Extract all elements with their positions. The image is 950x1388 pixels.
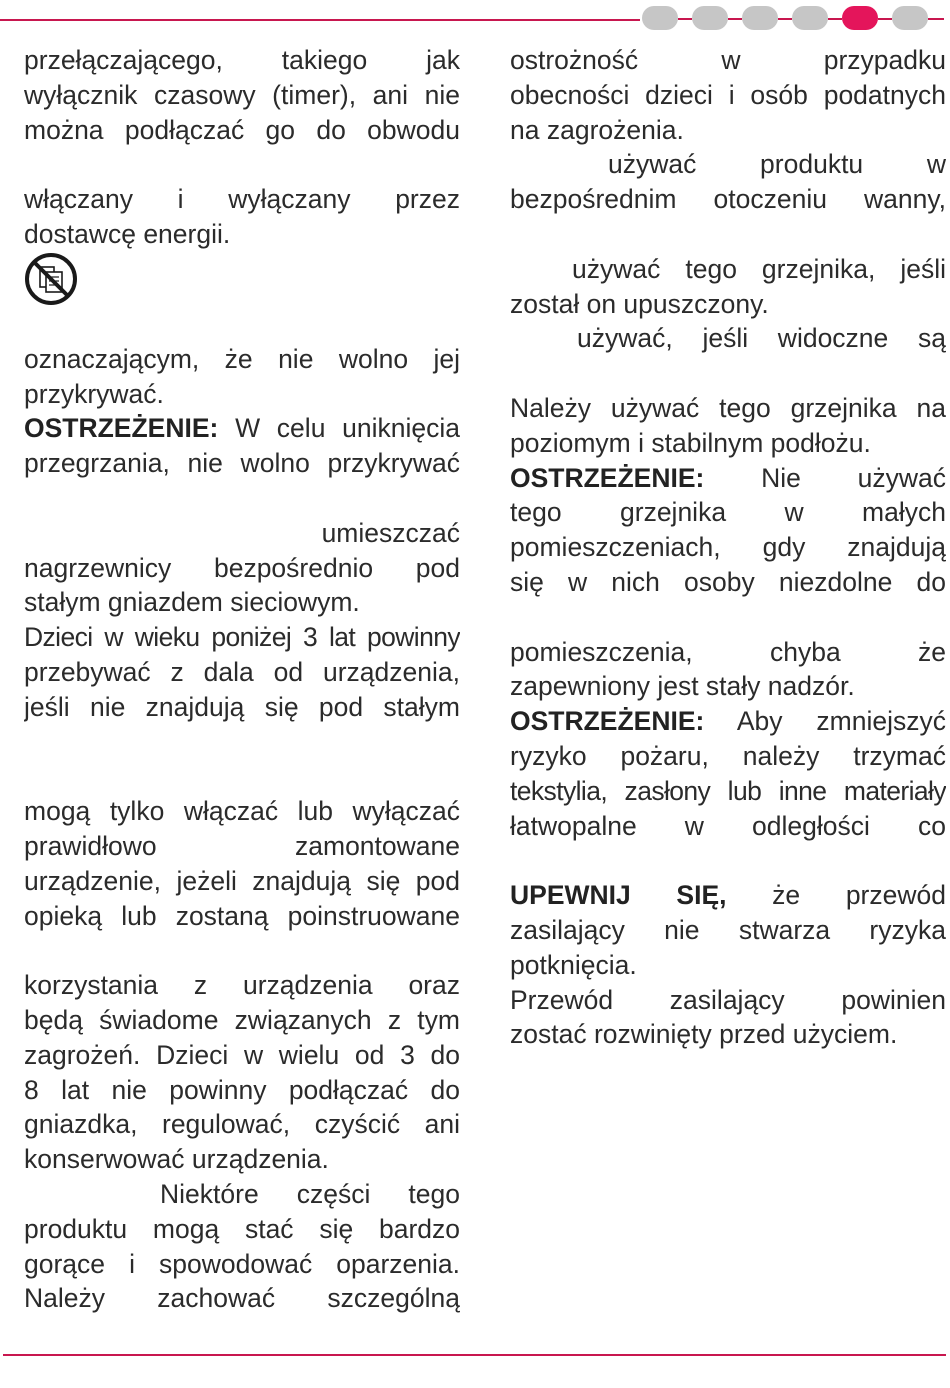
- text-line: Należy zachować szczególną: [24, 1283, 460, 1314]
- page-dot: [792, 6, 828, 30]
- text-line: opieką lub zostaną poinstruowane: [24, 900, 460, 931]
- text-line: stałym gniazdem sieciowym.: [24, 587, 360, 618]
- text-line: zapewniony jest stały nadzór.: [510, 671, 855, 702]
- text-line: Przewód zasilający powinien: [510, 984, 946, 1015]
- page-indicator: [638, 6, 950, 32]
- text-line: przebywać z dala od urządzenia,: [24, 656, 460, 687]
- text-line: używać tego grzejnika, jeśli: [572, 253, 946, 284]
- warning-line: [510, 704, 946, 739]
- text-line: poziomym i stabilnym podłożu.: [510, 427, 871, 458]
- text-line: ostrożność w przypadku: [510, 45, 946, 75]
- top-rule: [0, 19, 640, 21]
- text-line: 8 lat nie powinny podłączać do: [24, 1074, 460, 1105]
- do-not-cover-icon: [24, 252, 78, 306]
- text-line: obecności dzieci i osób podatnych: [510, 79, 946, 110]
- text-line: wyłącznik czasowy (timer), ani nie: [24, 79, 460, 110]
- text-line: prawidłowo zamontowane: [24, 830, 460, 861]
- page-dot: [692, 6, 728, 30]
- text-line: ryzyko pożaru, należy trzymać: [510, 740, 946, 771]
- text-line: Dzieci w wieku poniżej 3 lat powinny: [24, 622, 460, 653]
- warning-line: [24, 411, 460, 446]
- text-line: tego grzejnika w małych: [510, 497, 946, 528]
- warning-label: OSTRZEŻENIE:: [510, 462, 705, 493]
- text-fragment: Aby zmniejszyć: [736, 706, 946, 737]
- dot-connector: [878, 18, 892, 20]
- text-line: zagrożeń. Dzieci w wielu od 3 do: [24, 1039, 460, 1070]
- text-line: pomieszczenia, chyba że: [510, 636, 946, 667]
- text-line: gniazdka, regulować, czyścić ani: [24, 1109, 460, 1140]
- dot-connector: [778, 18, 792, 20]
- text-line: Należy używać tego grzejnika na: [510, 392, 946, 423]
- text-line: tekstylia, zasłony lub inne materiały: [510, 775, 946, 806]
- text-line: umieszczać: [321, 517, 460, 548]
- text-line: korzystania z urządzenia oraz: [24, 970, 460, 1001]
- text-line: na zagrożenia.: [510, 114, 684, 145]
- text-fragment: że przewód: [772, 880, 946, 911]
- text-line: zostać rozwinięty przed użyciem.: [510, 1019, 898, 1050]
- text-line: został on upuszczony.: [510, 288, 769, 319]
- page-dot: [892, 6, 928, 30]
- page-dot: [642, 6, 678, 30]
- text-line: zasilający nie stwarza ryzyka: [510, 914, 946, 945]
- right-column: [510, 43, 946, 1052]
- text-line: dostawcę energii.: [24, 218, 231, 249]
- text-line: jeśli nie znajdują się pod stałym: [24, 691, 460, 722]
- text-line: się w nich osoby niezdolne do: [510, 566, 946, 597]
- left-column: [24, 43, 460, 1316]
- dot-connector: [828, 18, 842, 20]
- text-line: włączany i wyłączany przez: [24, 184, 460, 215]
- text-line: produktu mogą stać się bardzo: [24, 1213, 460, 1244]
- warning-line: [510, 461, 946, 496]
- text-line: Niektóre części tego: [160, 1178, 460, 1209]
- bottom-rule: [3, 1354, 946, 1356]
- page-dot: [742, 6, 778, 30]
- text-line: przegrzania, nie wolno przykrywać: [24, 448, 460, 479]
- text-line: oznaczającym, że nie wolno jej: [24, 343, 460, 374]
- text-line: gorące i spowodować oparzenia.: [24, 1248, 460, 1279]
- text-line: konserwować urządzenia.: [24, 1144, 329, 1175]
- text-fragment: W celu uniknięcia: [235, 413, 460, 444]
- text-line: mogą tylko włączać lub wyłączać: [24, 796, 460, 827]
- warning-label: OSTRZEŻENIE:: [510, 706, 705, 737]
- text-line: przełączającego, takiego jak: [24, 45, 460, 75]
- text-fragment: Nie używać: [761, 462, 946, 493]
- text-line: potknięcia.: [510, 949, 637, 980]
- dot-connector: [678, 18, 692, 20]
- text-line: pomieszczeniach, gdy znajdują: [510, 532, 946, 563]
- text-line: łatwopalne w odległości co: [510, 810, 946, 841]
- text-line: można podłączać go do obwodu: [24, 114, 460, 145]
- page-dot-active: [842, 6, 878, 30]
- text-line: przykrywać.: [24, 378, 164, 409]
- text-line: używać produktu w: [608, 149, 946, 180]
- text-line: będą świadome związanych z tym: [24, 1004, 460, 1035]
- warning-label: UPEWNIJ SIĘ,: [510, 880, 727, 911]
- dot-connector: [728, 18, 742, 20]
- symbol-row: [24, 252, 460, 320]
- warning-label: OSTRZEŻENIE:: [24, 413, 219, 444]
- dot-connector: [928, 18, 944, 20]
- text-line: nagrzewnicy bezpośrednio pod: [24, 552, 460, 583]
- text-line: bezpośrednim otoczeniu wanny,: [510, 184, 946, 215]
- warning-line: [510, 878, 946, 913]
- text-line: używać, jeśli widoczne są: [577, 323, 946, 354]
- text-line: urządzenie, jeżeli znajdują się pod: [24, 865, 460, 896]
